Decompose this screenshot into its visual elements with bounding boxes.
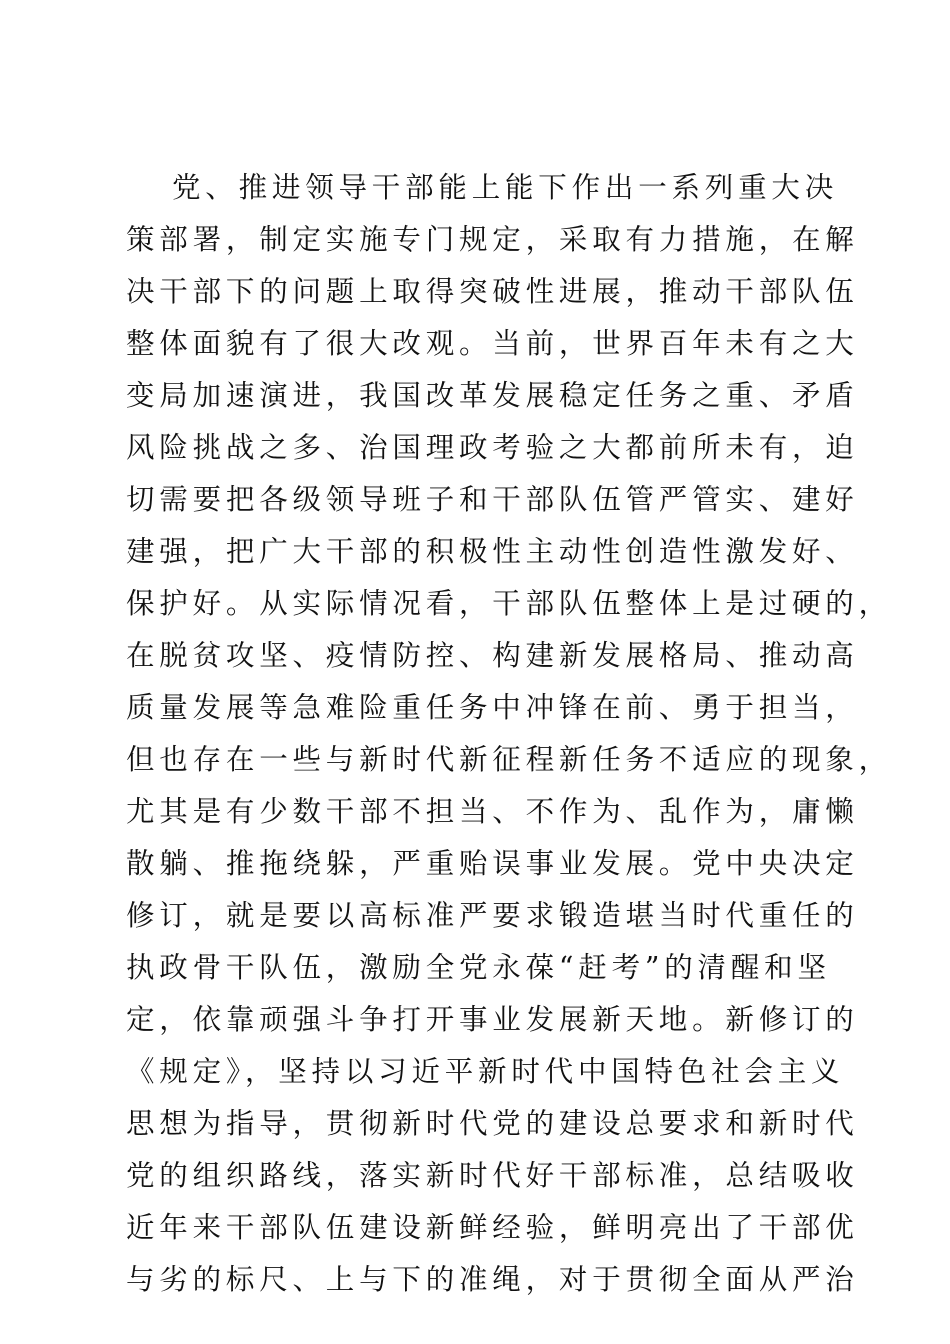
text-line: 风险挑战之多、治国理政考验之大都前所未有，迫 [126,431,859,464]
text-line: 定，依靠顽强斗争打开事业发展新天地。新修订的 [126,1003,859,1036]
text-line: 决干部下的问题上取得突破性进展，推动干部队伍 [126,275,859,308]
text-line: 党、推进领导干部能上能下作出一系列重大决 [172,171,839,204]
text-line: 建强，把广大干部的积极性主动性创造性激发好、 [126,535,859,568]
text-line: 策部署，制定实施专门规定，采取有力措施，在解 [126,223,859,256]
text-line: 切需要把各级领导班子和干部队伍管严管实、建好 [126,483,859,516]
text-line: 但也存在一些与新时代新征程新任务不适应的现象， [126,743,892,776]
text-line: 质量发展等急难险重任务中冲锋在前、勇于担当， [126,691,859,724]
text-line: 执政骨干队伍，激励全党永葆“赶考”的清醒和坚 [126,951,831,984]
text-line: 整体面貌有了很大改观。当前，世界百年未有之大 [126,327,859,360]
text-line: 近年来干部队伍建设新鲜经验，鲜明亮出了干部优 [126,1211,859,1244]
text-line: 思想为指导，贯彻新时代党的建设总要求和新时代 [126,1107,859,1140]
text-line: 尤其是有少数干部不担当、不作为、乱作为，庸懒 [126,795,859,828]
body-text [126,162,892,1306]
text-line: 《规定》，坚持以习近平新时代中国特色社会主义 [126,1055,845,1088]
text-line: 保护好。从实际情况看，干部队伍整体上是过硬的， [126,587,892,620]
text-line: 与劣的标尺、上与下的准绳，对于贯彻全面从严治 [126,1263,859,1296]
text-line: 党的组织路线，落实新时代好干部标准，总结吸收 [126,1159,859,1192]
text-line: 变局加速演进，我国改革发展稳定任务之重、矛盾 [126,379,859,412]
text-line: 散躺、推拖绕躲，严重贻误事业发展。党中央决定 [126,847,859,880]
text-line: 修订，就是要以高标准严要求锻造堪当时代重任的 [126,899,859,932]
text-line: 在脱贫攻坚、疫情防控、构建新发展格局、推动高 [126,639,859,672]
